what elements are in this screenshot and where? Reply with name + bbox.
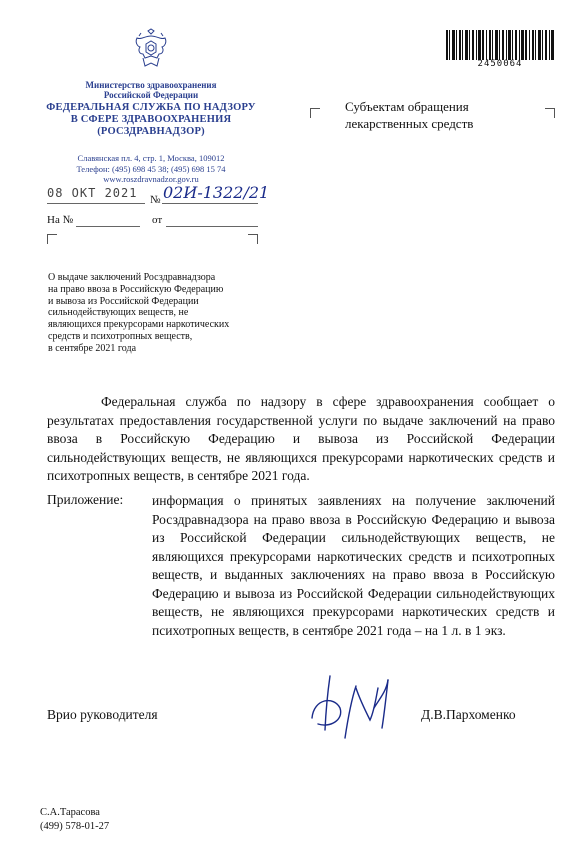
number-underline <box>162 203 258 204</box>
attachment-text: информация о принятых заявлениях на получение заключений Росздравнадзора на право ввоза в Российскую Федерацию и вывоза из Российской Федерации сильнодействующих веществ, не являющихся прекурсорами наркотических средств и психотропных веществ, и выданных заключениях на право ввоза в Российскую Федерацию и вывоза из Российской Федерации сильнодействующих веществ, не являющихся прекурсорами наркотических средств и психотропных веществ, в сентябре 2021 года – на 1 л. в 1 экз. <box>152 493 555 638</box>
barcode-number: 2450064 <box>477 59 523 69</box>
recipient: Субъектам обращения лекарственных средств <box>345 99 474 131</box>
corner-mark <box>248 234 258 244</box>
registration-number: 02И-1322/21 <box>163 183 270 202</box>
signatory-title: Врио руководителя <box>47 707 158 722</box>
corner-mark <box>310 108 320 118</box>
number-label: № <box>150 194 161 206</box>
corner-mark <box>47 234 57 244</box>
service-name: ФЕДЕРАЛЬНАЯ СЛУЖБА ПО НАДЗОРУ В СФЕРЕ ЗДРАВООХРАНЕНИЯ (РОСЗДРАВНАДЗОР) <box>46 102 256 137</box>
handwritten-signature <box>300 668 410 746</box>
reference-date-label: от <box>152 214 163 226</box>
reference-date-underline <box>166 226 258 227</box>
executor-name: С.А.Тарасова <box>40 807 100 818</box>
date-underline <box>47 203 145 204</box>
signatory-name: Д.В.Пархоменко <box>421 707 516 722</box>
address-line: Славянская пл. 4, стр. 1, Москва, 109012 <box>77 153 225 163</box>
sender-address <box>40 153 262 185</box>
barcode-icon <box>446 30 554 60</box>
phone-line: Телефон: (495) 698 45 38; (495) 698 15 74 <box>76 163 226 174</box>
ministry-name: Министерство здравоохранения Российской Федерации <box>85 80 217 100</box>
reference-number-label: На № <box>47 214 74 226</box>
letter-subject: О выдаче заключений Росздравнадзора на право ввоза в Российскую Федерацию и вывоза из Российской Федерации сильнодействующих веществ, не являющихся прекурсорами наркотических средств и психотропных веществ, в сентябре 2021 года <box>48 272 230 354</box>
attachment-label: Приложение: <box>47 492 124 507</box>
letter-body: Федеральная служба по надзору в сфере здравоохранения сообщает о результатах предоставления государственной услуги по выдаче заключений на право ввоза в Российскую Федерацию и вывоза из Российской Федерации сильнодействующих веществ, не являющихся прекурсорами наркотических средств и психотропных веществ, в сентябре 2021 года. <box>47 394 555 483</box>
reference-number-underline <box>76 226 140 227</box>
executor-phone: (499) 578-01-27 <box>40 821 110 832</box>
coat-of-arms-icon <box>131 28 171 74</box>
corner-mark <box>545 108 555 118</box>
website-line: www.roszdravnadzor.gov.ru <box>103 174 199 184</box>
registration-date: 08 ОКТ 2021 <box>47 186 138 200</box>
